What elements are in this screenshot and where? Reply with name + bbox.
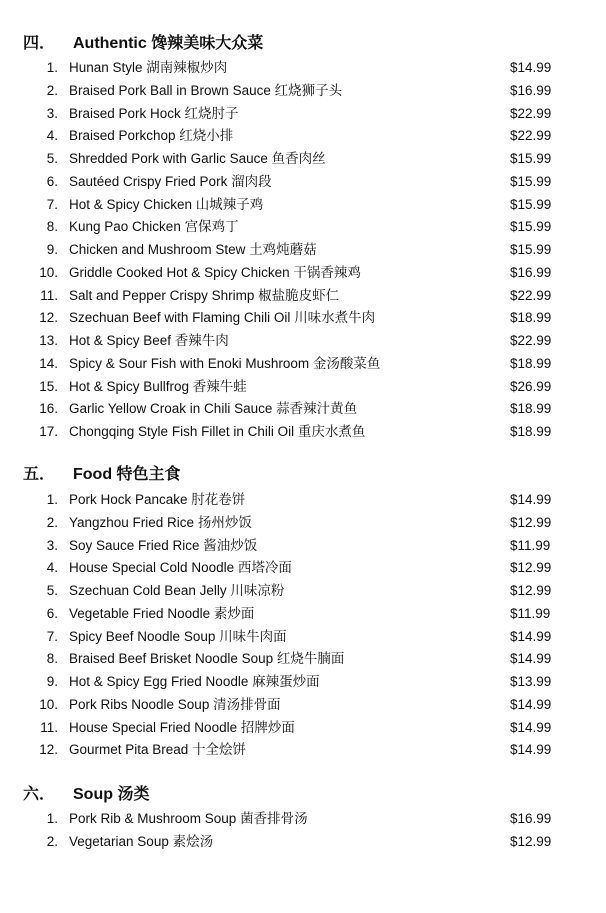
item-name: Pork Ribs Noodle Soup 清汤排骨面 (69, 696, 281, 712)
item-price: $11.99 (510, 537, 551, 553)
menu-item (0, 239, 606, 262)
item-price: $22.99 (510, 105, 552, 121)
item-number: 15. (39, 378, 58, 394)
item-price: $22.99 (510, 128, 552, 144)
menu-item-list (0, 489, 606, 762)
item-number: 4. (46, 560, 58, 576)
menu-item (0, 194, 606, 217)
item-number: 7. (46, 196, 58, 212)
item-price: $14.99 (510, 60, 552, 75)
item-price: $16.99 (510, 264, 552, 280)
menu-item (0, 648, 606, 671)
item-number: 9. (46, 674, 58, 689)
item-name: Soy Sauce Fried Rice 酱油炒饭 (69, 537, 258, 553)
item-number: 2. (46, 514, 58, 530)
item-price: $16.99 (510, 811, 552, 826)
item-number: 12. (39, 742, 58, 758)
item-name: Griddle Cooked Hot & Spicy Chicken 干锅香辣鸡 (69, 264, 361, 280)
section-title: Soup 汤类 (73, 786, 150, 803)
item-number: 6. (46, 605, 58, 621)
item-name: Yangzhou Fried Rice 扬州炒饭 (69, 514, 252, 530)
item-price: $12.99 (510, 560, 552, 576)
item-name: Szechuan Beef with Flaming Chili Oil 川味水煮牛肉 (69, 310, 376, 326)
menu-item (0, 535, 606, 558)
item-name: Szechuan Cold Bean Jelly 川味凉粉 (69, 583, 285, 598)
item-number: 2. (46, 82, 58, 98)
menu-item (0, 398, 606, 421)
item-price: $18.99 (510, 355, 552, 371)
item-number: 1. (46, 492, 58, 507)
item-number: 11. (40, 719, 58, 735)
menu-item (0, 171, 606, 194)
item-name: Braised Porkchop 红烧小排 (69, 128, 234, 144)
item-price: $22.99 (510, 333, 552, 348)
item-number: 10. (39, 696, 58, 712)
item-price: $16.99 (510, 82, 552, 98)
menu-item (0, 489, 606, 512)
menu-item (0, 739, 606, 762)
item-price: $18.99 (510, 310, 552, 326)
item-number: 3. (46, 105, 58, 121)
item-number: 1. (46, 60, 58, 75)
item-number: 5. (46, 583, 58, 598)
menu-item (0, 57, 606, 80)
item-number: 17. (39, 424, 58, 439)
item-number: 14. (39, 355, 58, 371)
menu-item (0, 603, 606, 626)
item-name: Pork Rib & Mushroom Soup 菌香排骨汤 (69, 811, 308, 826)
item-price: $18.99 (510, 401, 552, 417)
menu-item (0, 580, 606, 603)
item-name: Garlic Yellow Croak in Chili Sauce 蒜香辣汁黄鱼 (69, 401, 358, 417)
section-header (23, 33, 263, 55)
item-name: Sautéed Crispy Fried Pork 溜肉段 (69, 173, 272, 189)
item-number: 11. (40, 287, 58, 303)
menu-item (0, 353, 606, 376)
item-price: $15.99 (510, 173, 552, 189)
menu-item (0, 626, 606, 649)
item-price: $14.99 (510, 492, 552, 507)
item-name: Hot & Spicy Bullfrog 香辣牛蛙 (69, 378, 247, 394)
item-number: 9. (46, 242, 58, 257)
item-number: 13. (39, 333, 58, 348)
menu-item (0, 376, 606, 399)
item-price: $22.99 (510, 287, 552, 303)
menu-item (0, 808, 606, 831)
item-price: $14.99 (510, 696, 552, 712)
item-price: $15.99 (510, 196, 552, 212)
item-name: Spicy Beef Noodle Soup 川味牛肉面 (69, 628, 287, 644)
item-price: $26.99 (510, 378, 552, 394)
section-title: Food 特色主食 (73, 466, 181, 483)
menu-item (0, 694, 606, 717)
section-numeral: 五． (23, 466, 56, 483)
item-number: 10. (39, 264, 58, 280)
menu-item (0, 285, 606, 308)
section-numeral: 六． (23, 786, 56, 803)
item-name: Gourmet Pita Bread 十全烩饼 (69, 742, 247, 758)
item-name: Vegetarian Soup 素烩汤 (69, 833, 214, 849)
item-number: 2. (46, 833, 58, 849)
menu-item (0, 148, 606, 171)
item-price: $14.99 (510, 651, 552, 667)
menu-item (0, 125, 606, 148)
menu-item (0, 831, 606, 854)
item-name: Pork Hock Pancake 肘花卷饼 (69, 492, 246, 507)
item-name: Shredded Pork with Garlic Sauce 鱼香肉丝 (69, 151, 326, 166)
section-header (23, 784, 149, 806)
item-number: 1. (46, 811, 58, 826)
item-name: Kung Pao Chicken 宫保鸡丁 (69, 219, 239, 235)
item-number: 8. (46, 219, 58, 235)
menu-item (0, 103, 606, 126)
item-price: $15.99 (510, 151, 552, 166)
item-number: 8. (46, 651, 58, 667)
menu-item (0, 421, 606, 444)
item-name: House Special Cold Noodle 西塔冷面 (69, 560, 292, 576)
section-title: Authentic 馋辣美味大众菜 (73, 35, 264, 52)
menu-item (0, 512, 606, 535)
item-price: $13.99 (510, 674, 552, 689)
item-name: Salt and Pepper Crispy Shrimp 椒盐脆皮虾仁 (69, 287, 340, 303)
item-price: $14.99 (510, 628, 552, 644)
menu-item (0, 216, 606, 239)
menu-item (0, 262, 606, 285)
item-price: $15.99 (510, 242, 552, 257)
menu-item-list (0, 57, 606, 444)
item-number: 3. (46, 537, 58, 553)
menu-item (0, 330, 606, 353)
item-price: $18.99 (510, 424, 552, 439)
item-name: Braised Beef Brisket Noodle Soup 红烧牛腩面 (69, 651, 345, 667)
item-price: $12.99 (510, 583, 552, 598)
item-price: $14.99 (510, 719, 552, 735)
item-name: Braised Pork Hock 红烧肘子 (69, 105, 239, 121)
menu-item (0, 307, 606, 330)
item-number: 12. (39, 310, 58, 326)
menu-item (0, 557, 606, 580)
menu-item (0, 80, 606, 103)
item-number: 4. (46, 128, 58, 144)
item-name: Hot & Spicy Beef 香辣牛肉 (69, 333, 229, 348)
item-number: 5. (46, 151, 58, 166)
item-price: $14.99 (510, 742, 552, 758)
item-name: House Special Fried Noodle 招牌炒面 (69, 719, 295, 735)
section-numeral: 四． (23, 35, 56, 52)
item-price: $11.99 (510, 605, 551, 621)
item-name: Vegetable Fried Noodle 素炒面 (69, 605, 255, 621)
item-price: $15.99 (510, 219, 552, 235)
item-number: 6. (46, 173, 58, 189)
item-price: $12.99 (510, 833, 552, 849)
item-name: Braised Pork Ball in Brown Sauce 红烧狮子头 (69, 82, 343, 98)
menu-item (0, 671, 606, 694)
menu-item-list (0, 808, 606, 854)
item-name: Spicy & Sour Fish with Enoki Mushroom 金汤酸菜鱼 (69, 355, 381, 371)
item-name: Hot & Spicy Egg Fried Noodle 麻辣蛋炒面 (69, 674, 320, 689)
item-name: Chicken and Mushroom Stew 土鸡炖蘑菇 (69, 242, 317, 257)
item-name: Chongqing Style Fish Fillet in Chili Oil 重庆水煮鱼 (69, 424, 366, 439)
item-name: Hunan Style 湖南辣椒炒肉 (69, 60, 228, 75)
section-header (23, 464, 181, 486)
menu-item (0, 717, 606, 740)
item-price: $12.99 (510, 514, 552, 530)
item-number: 16. (39, 401, 58, 417)
item-number: 7. (46, 628, 58, 644)
item-name: Hot & Spicy Chicken 山城辣子鸡 (69, 196, 264, 212)
